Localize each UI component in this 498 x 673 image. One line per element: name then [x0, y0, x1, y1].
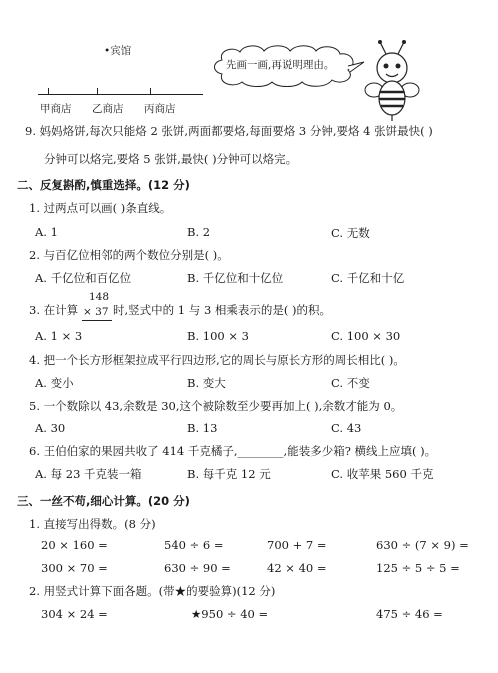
section2-title: 二、反复斟酌,慎重选择。(12 分) — [17, 178, 190, 192]
s2-q5-opt-c: C. 43 — [331, 421, 362, 435]
oral-calc-3: 700 + 7 = — [267, 538, 327, 552]
s2-q1-opt-b: B. 2 — [187, 225, 211, 239]
s2-q4-opt-c: C. 不变 — [331, 376, 370, 390]
s2-q4-stem: 4. 把一个长方形框架拉成平行四边形,它的周长与原长方形的周长相比( )。 — [29, 353, 405, 367]
s2-q2-stem: 2. 与百亿位相邻的两个数位分别是( )。 — [29, 248, 229, 262]
street-line — [38, 94, 203, 95]
vertical-calc-2: ★950 ÷ 40 = — [191, 607, 269, 621]
hotel-label: •宾馆 — [104, 45, 132, 57]
vertical-calc-3: 475 ÷ 46 = — [376, 607, 443, 621]
oral-calc-8: 125 ÷ 5 ÷ 5 = — [376, 561, 460, 575]
section3-title: 三、一丝不苟,细心计算。(20 分) — [17, 494, 190, 508]
s2-q3-mult-bottom: × 37 — [83, 306, 109, 318]
tick-c — [150, 88, 151, 95]
q9-line1: 9. 妈妈烙饼,每次只能烙 2 张饼,两面都要烙,每面要烙 3 分钟,要烙 4 张饼最快( ) — [25, 124, 433, 138]
s2-q3-opt-a: A. 1 × 3 — [35, 329, 83, 343]
oral-calc-5: 300 × 70 = — [41, 561, 108, 575]
s2-q4-opt-b: B. 变大 — [187, 376, 226, 390]
oral-calc-7: 42 × 40 = — [267, 561, 327, 575]
shop-label-a: 甲商店 — [40, 103, 72, 115]
s2-q5-stem: 5. 一个数除以 43,余数是 30,这个被除数至少要再加上( ),余数才能为 0。 — [29, 399, 403, 413]
s2-q2-opt-a: A. 千亿位和百亿位 — [35, 271, 132, 285]
s2-q3-opt-b: B. 100 × 3 — [187, 329, 249, 343]
tick-b — [97, 88, 98, 95]
s2-q6-stem: 6. 王伯伯家的果园共收了 414 千克橘子,________,能装多少箱? 横线上应填( )。 — [29, 444, 437, 458]
s2-q1-opt-a: A. 1 — [35, 225, 58, 239]
s2-q3-mult-top: 148 — [89, 291, 110, 303]
s2-q3-mult-rule — [82, 320, 112, 321]
s2-q3-opt-c: C. 100 × 30 — [331, 329, 401, 343]
s2-q1-opt-c: C. 无数 — [331, 226, 370, 240]
s2-q3-stem-post: 时,竖式中的 1 与 3 相乘表示的是( )的积。 — [113, 303, 332, 317]
s2-q6-opt-a: A. 每 23 千克装一箱 — [35, 467, 142, 481]
oral-calc-1: 20 × 160 = — [41, 538, 108, 552]
s2-q1-stem: 1. 过两点可以画( )条直线。 — [29, 201, 172, 215]
oral-calc-4: 630 ÷ (7 × 9) = — [376, 538, 469, 552]
s2-q2-opt-b: B. 千亿位和十亿位 — [187, 271, 284, 285]
s2-q5-opt-b: B. 13 — [187, 421, 218, 435]
shop-label-b: 乙商店 — [92, 103, 124, 115]
vertical-calc-1: 304 × 24 = — [41, 607, 108, 621]
s3-sub1: 1. 直接写出得数。(8 分) — [29, 517, 156, 531]
oral-calc-6: 630 ÷ 90 = — [164, 561, 231, 575]
s2-q6-opt-b: B. 每千克 12 元 — [187, 467, 271, 481]
s2-q6-opt-c: C. 收苹果 560 千克 — [331, 467, 434, 481]
bubble-text: 先画一画,再说明理由。 — [226, 59, 335, 71]
q9-line2: 分钟可以烙完,要烙 5 张饼,最快( )分钟可以烙完。 — [44, 152, 298, 166]
s2-q3-stem-pre: 3. 在计算 — [29, 303, 79, 317]
bee-icon — [364, 40, 422, 122]
s3-sub2: 2. 用竖式计算下面各题。(带★的要验算)(12 分) — [29, 584, 276, 598]
s2-q2-opt-c: C. 千亿和十亿 — [331, 271, 405, 285]
s2-q4-opt-a: A. 变小 — [35, 376, 74, 390]
oral-calc-2: 540 ÷ 6 = — [164, 538, 224, 552]
tick-a — [48, 88, 49, 95]
s2-q5-opt-a: A. 30 — [35, 421, 66, 435]
shop-label-c: 丙商店 — [144, 103, 176, 115]
